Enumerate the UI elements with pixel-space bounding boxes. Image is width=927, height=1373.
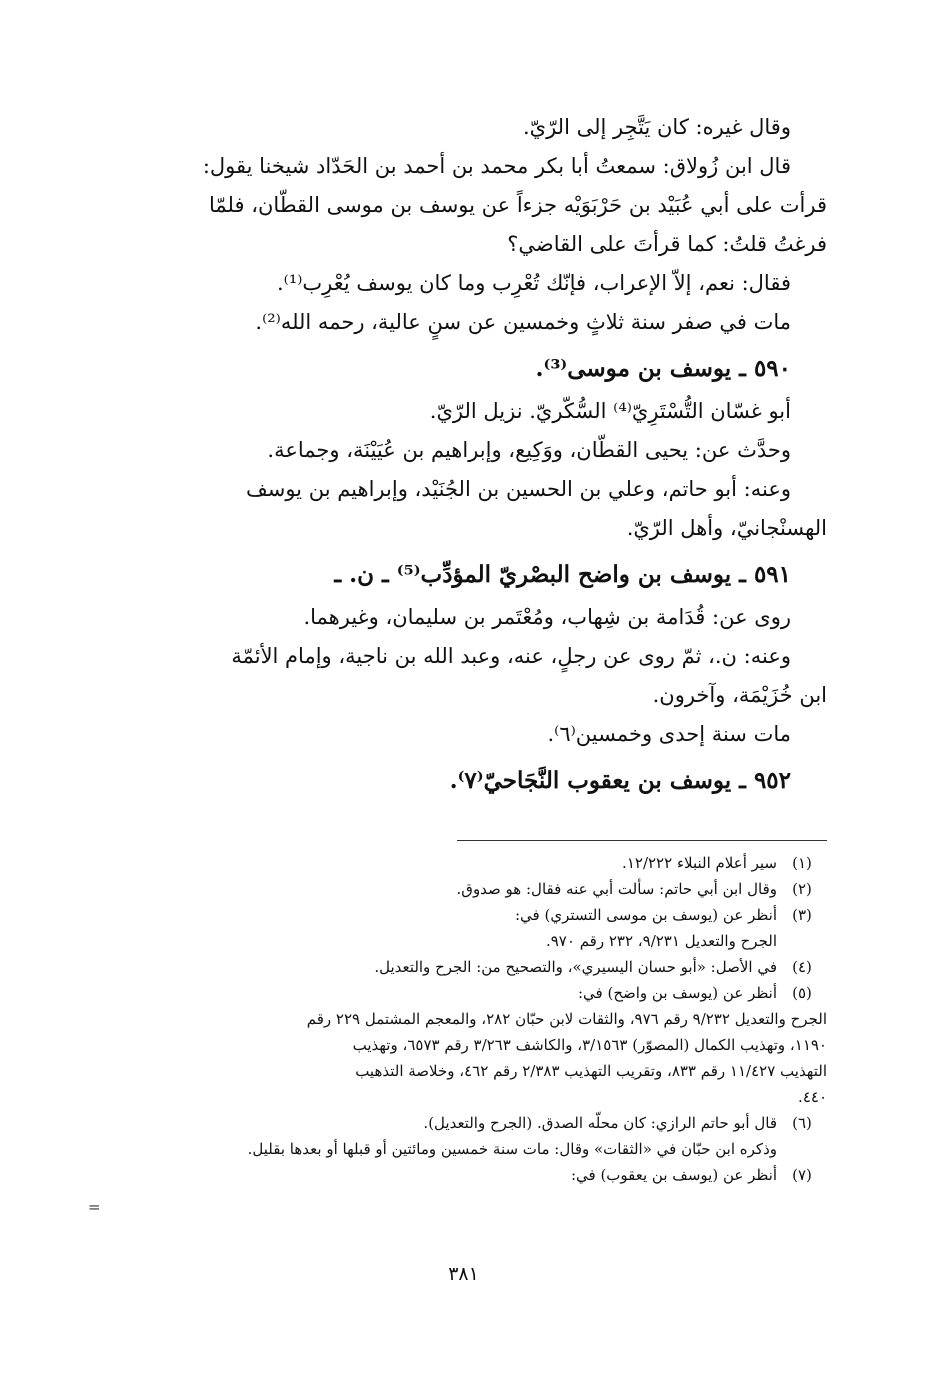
footnote-4 — [108, 954, 827, 980]
footnote-text — [108, 902, 777, 954]
text-line: قرأت على أبي عُبَيْد بن حَرْبَوَيْه جزءاً عن يوسف بن موسى القطّان، فلمّا — [209, 193, 827, 217]
footnote-7 — [108, 1162, 827, 1188]
footnote-2 — [108, 876, 827, 902]
footnote-line: أنظر عن (يوسف بن واضح) في: — [577, 984, 777, 1002]
footnote-text — [108, 876, 777, 902]
footnote-5 — [108, 980, 827, 1006]
text-line: وعنه: ن.، ثمّ روى عن رجلٍ، عنه، وعبد الله بن ناجية، وإمام الأئمّة — [231, 644, 791, 668]
footnote-line: سير أعلام النبلاء ١٢/٢٢٢. — [622, 854, 777, 872]
footnote-line: وذكره ابن حبّان في «الثقات» وقال: مات سنة خمسين ومائتين أو قبلها أو بعدها بقليل. — [247, 1140, 777, 1158]
footnote-line: في الأصل: «أبو حسان اليسيري»، والتصحيح من: الجرح والتعديل. — [374, 958, 777, 976]
footnote-line: أنظر عن (يوسف بن موسى التستري) في: — [515, 906, 777, 924]
text-line: مات سنة إحدى وخمسين⁽٦⁾. — [547, 722, 791, 746]
text-line: أبو غسّان التُّسْتَرِيّ⁽⁴⁾ السُّكّريّ. نزيل الرّيّ. — [429, 399, 791, 423]
footnote-6 — [108, 1110, 827, 1136]
footnote-number: (١) — [792, 854, 812, 872]
biography-entry-591 — [108, 552, 827, 754]
biography-entry-590 — [108, 346, 827, 548]
text-line: وعنه: أبو حاتم، وعلي بن الحسين بن الجُنَيْد، وإبراهيم بن يوسف — [246, 477, 791, 501]
footnote-line: الجرح والتعديل ٩/٢٣٢ رقم ٩٧٦، والثقات لابن حبّان ٢٨٢، والمعجم المشتمل ٢٢٩ رقم — [306, 1010, 827, 1028]
page-number: ٣٨١ — [448, 1263, 479, 1285]
footnote-line: ٤٤٠. — [798, 1088, 827, 1106]
entry-heading: ٥٩٠ ـ يوسف بن موسى⁽³⁾. — [535, 355, 791, 382]
footnote-line: الجرح والتعديل ٩/٢٣١، ٢٣٢ رقم ٩٧٠. — [545, 932, 777, 950]
text-line: الهسنْجانيّ، وأهل الرّيّ. — [626, 516, 827, 540]
footnote-number: (٧) — [792, 1166, 812, 1184]
biography-entry-592 — [108, 758, 827, 804]
text-line: روى عن: قُدَامة بن شِهاب، ومُعْتَمر بن سليمان، وغيرهما. — [303, 605, 791, 629]
main-text — [108, 108, 827, 804]
entry-heading: ٥٩١ ـ يوسف بن واضح البصْريّ المؤدِّب⁽⁵⁾ ـ ن. ـ — [334, 561, 791, 588]
footnote-5-references — [108, 1006, 827, 1110]
footnote-number: (٥) — [792, 984, 812, 1002]
footnote-line: قال أبو حاتم الرازي: كان محلّه الصدق. (الجرح والتعديل). — [423, 1114, 777, 1132]
footnote-6-continued — [108, 1136, 827, 1162]
footnote-line: ١١٩٠، وتهذيب الكمال (المصوّر) ٣/١٥٦٣، والكاشف ٣/٢٦٣ رقم ٦٥٧٣، وتهذيب — [352, 1036, 827, 1054]
footnote-text — [108, 980, 777, 1006]
text-line: ابن خُزَيْمَة، وآخرون. — [652, 683, 827, 707]
footnote-text: أنظر عن (يوسف بن يعقوب) في: — [570, 1166, 777, 1184]
footnote-number: (٣) — [792, 906, 812, 924]
text-line: قال ابن زُولاق: سمعتُ أبا بكر محمد بن أحمد بن الحَدّاد شيخنا يقول: — [202, 154, 791, 178]
footnote-text — [108, 954, 777, 980]
footnote-3 — [108, 902, 827, 954]
footnote-1 — [108, 850, 827, 876]
text-line: وحدَّث عن: يحيى القطّان، ووَكِيع، وإبراهيم بن عُيَيْنَة، وجماعة. — [267, 438, 791, 462]
continuation-mark: = — [88, 1198, 101, 1216]
footnote-line: وقال ابن أبي حاتم: سألت أبي عنه فقال: هو صدوق. — [456, 880, 777, 898]
footnote-text — [108, 850, 777, 876]
text-line: مات في صفر سنة ثلاثٍ وخمسين عن سنٍ عالية، رحمه الله⁽²⁾. — [255, 310, 791, 334]
footnote-text — [108, 1110, 777, 1136]
footnote-number: (٤) — [792, 958, 812, 976]
entry-heading: ٩٥٢ ـ يوسف بن يعقوب النَّجَاحيّ⁽٧⁾. — [449, 767, 791, 794]
text-line: فقال: نعم، إلاّ الإعراب، فإنّك تُعْرِب وما كان يوسف يُعْرِب⁽¹⁾. — [276, 271, 791, 295]
footnote-number: (٢) — [792, 880, 812, 898]
footnote-separator — [457, 840, 827, 841]
footnote-line: التهذيب ١١/٤٢٧ رقم ٨٣٣، وتقريب التهذيب ٢/٣٨٣ رقم ٤٦٢، وخلاصة التذهيب — [355, 1062, 827, 1080]
footnotes — [108, 850, 827, 1188]
text-line: فرغتُ قلتُ: كما قرأتَ على القاضي؟ — [507, 232, 827, 256]
footnote-number: (٦) — [792, 1114, 812, 1132]
text-line: وقال غيره: كان يَتَّجِر إلى الرّيّ. — [522, 115, 791, 139]
